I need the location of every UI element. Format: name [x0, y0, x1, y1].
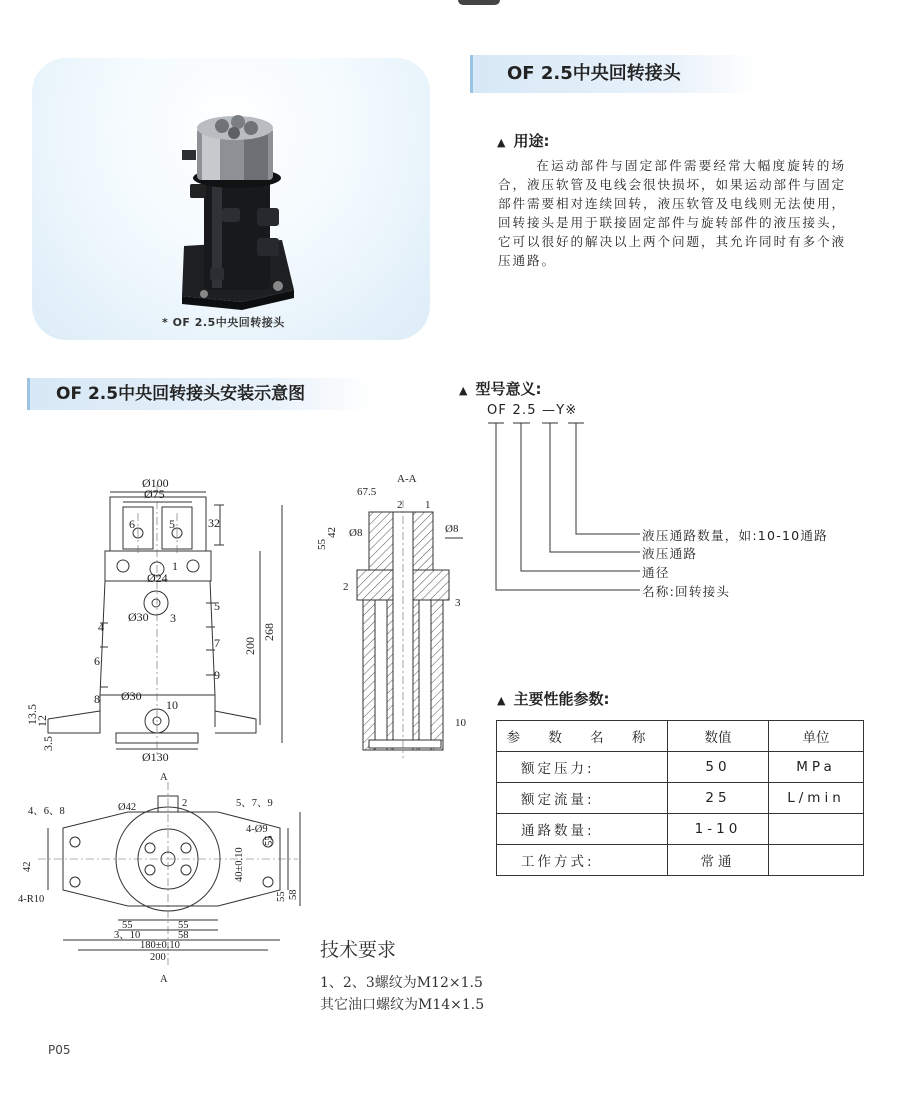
dim-label: Ø24: [147, 571, 168, 585]
dim-label: Ø75: [144, 487, 165, 501]
port-label: 9: [214, 668, 220, 682]
tech-line-2: 其它油口螺纹为M14×1.5: [320, 997, 485, 1013]
section-marker: A: [160, 974, 168, 985]
usage-text: [498, 157, 846, 270]
dim-label: 55: [264, 835, 275, 846]
port-label: 5、7、9: [236, 798, 273, 809]
section-view-drawing: [305, 470, 485, 760]
param-name: 额定压力:: [497, 752, 668, 783]
dim-label: 58: [178, 930, 189, 941]
dim-label: 180±0.10: [140, 940, 180, 951]
dim-label: Ø8: [445, 523, 459, 535]
dim-label: 67.5: [357, 486, 377, 498]
dim-label: 55: [316, 539, 328, 550]
table-row: [497, 783, 864, 814]
top-view-drawing: [18, 770, 308, 990]
dim-label: 55: [178, 920, 189, 931]
dim-label: 58: [288, 889, 299, 900]
dim-label: Ø42: [118, 802, 137, 813]
dim-label: 42: [22, 861, 33, 872]
dim-label: 55: [122, 920, 133, 931]
scan-mark: [458, 0, 500, 5]
param-unit: L/min: [769, 783, 864, 814]
dim-label: 40±0.10: [234, 847, 245, 882]
table-row: [497, 845, 864, 876]
table-row: [497, 752, 864, 783]
param-value: 常通: [668, 845, 769, 876]
params-heading-label: 主要性能参数:: [513, 690, 610, 708]
model-line-2: 液压通路: [642, 546, 698, 561]
tech-title: 技术要求: [320, 939, 397, 961]
param-unit: [769, 814, 864, 845]
param-value: 25: [668, 783, 769, 814]
front-view-drawing: [20, 465, 290, 770]
param-name: 工作方式:: [497, 845, 668, 876]
product-photo-card: [32, 58, 430, 340]
triangle-bullet-icon: ▲: [497, 136, 506, 149]
dim-label: 42: [326, 527, 338, 538]
section-title: A-A: [397, 473, 417, 485]
dim-label: 268: [262, 623, 276, 641]
param-unit: [769, 845, 864, 876]
section-marker: A: [160, 772, 168, 783]
port-label: 3: [455, 597, 461, 609]
port-label: 2: [397, 499, 403, 511]
dim-label: Ø30: [128, 610, 149, 624]
usage-heading-label: 用途:: [513, 132, 550, 150]
page-title: OF 2.5中央回转接头: [470, 55, 757, 93]
port-label: 2: [343, 581, 349, 593]
port-label: 3、10: [114, 930, 141, 941]
dim-label: Ø30: [121, 689, 142, 703]
usage-heading: [497, 130, 549, 151]
dim-label: 13.5: [25, 704, 39, 725]
col-header-name: 参 数 名 称: [497, 721, 668, 752]
param-value: 50: [668, 752, 769, 783]
dim-label: Ø100: [142, 476, 169, 490]
dim-label: Ø8: [349, 527, 363, 539]
port-label: 5: [214, 599, 220, 613]
page-number: P05: [48, 1043, 71, 1057]
model-line-1: 液压通路数量，如:10-10通路: [642, 528, 828, 543]
port-label: 10: [455, 717, 466, 729]
model-line-4: 名称:回转接头: [642, 584, 731, 599]
col-header-unit: 单位: [769, 721, 864, 752]
param-name: 额定流量:: [497, 783, 668, 814]
params-table: [496, 720, 864, 876]
port-label: 2: [182, 798, 188, 809]
model-heading-label: 型号意义:: [475, 380, 542, 398]
triangle-bullet-icon: ▲: [459, 384, 468, 397]
rotary-joint-photo: [32, 58, 430, 340]
port-label: 6: [94, 654, 100, 668]
param-name: 通路数量:: [497, 814, 668, 845]
dim-label: 4-R10: [18, 894, 45, 905]
port-label: 4: [98, 620, 104, 634]
dim-label: Ø130: [142, 750, 169, 764]
tech-line-1: 1、2、3螺纹为M12×1.5: [320, 975, 483, 991]
dim-label: 55: [276, 891, 287, 902]
port-label: 4、6、8: [28, 806, 65, 817]
dim-label: 3.5: [41, 736, 55, 751]
dim-label: 32: [208, 516, 220, 530]
params-heading: [497, 688, 609, 709]
triangle-bullet-icon: ▲: [497, 694, 506, 707]
photo-caption: * OF 2.5中央回转接头: [162, 316, 285, 329]
param-unit: MPa: [769, 752, 864, 783]
port-label: 6: [129, 517, 135, 531]
port-label: 1: [425, 499, 431, 511]
port-label: 5: [169, 517, 175, 531]
param-value: 1-10: [668, 814, 769, 845]
port-label: 10: [166, 698, 178, 712]
model-code: OF 2.5 —Y※: [487, 403, 578, 418]
dim-label: 12: [35, 715, 49, 727]
install-diagram-title: OF 2.5中央回转接头安装示意图: [27, 378, 374, 410]
dim-label: 200: [243, 637, 257, 655]
table-row: [497, 814, 864, 845]
port-label: 1: [172, 559, 178, 573]
usage-body: 在运动部件与固定部件需要经常大幅度旋转的场合，液压软管及电线会很快损坏，如果运动部件与固定部件需要相对连续回转，液压软管及电线则无法使用，回转接头是用于联接固定部件与旋转部件的液压接头，它可以很好的解决以上两个问题，其允许同时有多个液压通路。: [498, 158, 846, 268]
table-header-row: [497, 721, 864, 752]
dim-label: 200: [150, 952, 166, 963]
port-label: 3: [170, 611, 176, 625]
model-line-3: 通径: [642, 565, 670, 580]
model-heading: [459, 378, 541, 399]
col-header-value: 数值: [668, 721, 769, 752]
dim-label: 4-Ø9: [246, 824, 268, 835]
port-label: 8: [94, 692, 100, 706]
port-label: 7: [214, 636, 220, 650]
